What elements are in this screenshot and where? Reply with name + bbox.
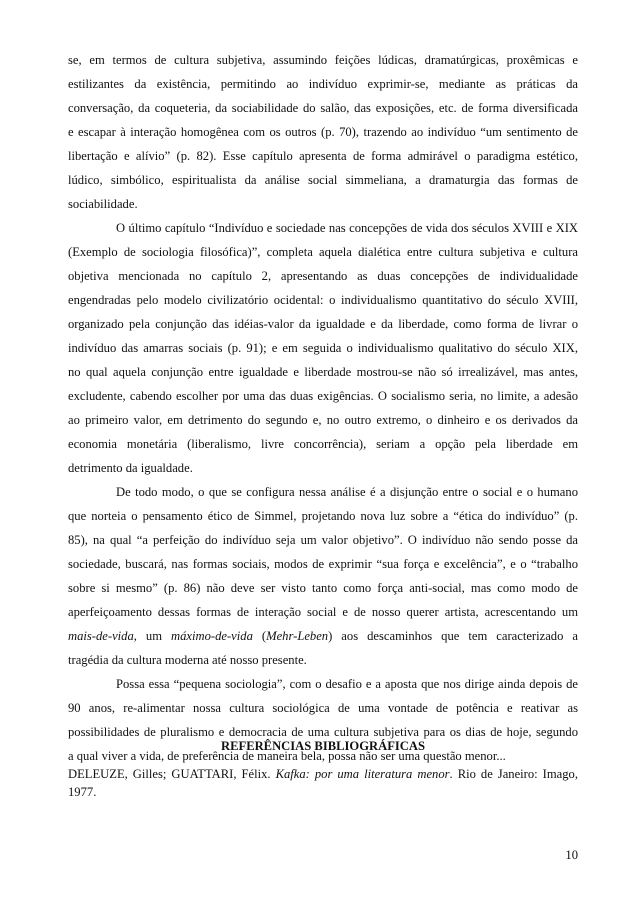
paragraph-line: objetiva mencionada no capítulo 2, apresentando as duas concepções de individualidade xyxy=(68,269,578,283)
reference-title: Kafka: por uma literatura menor xyxy=(275,767,450,781)
italic-term: Mehr-Leben xyxy=(266,629,329,643)
paragraph-line: economia monetária (liberalismo, livre concorrência), seriam a opção pela liberdade em xyxy=(68,437,578,451)
paragraph-line: se, em termos de cultura subjetiva, assumindo feições lúdicas, dramatúrgicas, proxêmicas e xyxy=(68,53,578,67)
references-heading: REFERÊNCIAS BIBLIOGRÁFICAS xyxy=(221,739,425,753)
reference-entry xyxy=(68,765,578,801)
reference-authors: DELEUZE, Gilles; GUATTARI, Félix. xyxy=(68,767,276,781)
paragraph-line-indented xyxy=(68,480,578,504)
paragraph-line: sociedade, buscará, nas formas sociais, modos de exprimir “sua força e excelência”, e o “trabalho xyxy=(68,557,578,571)
paragraph-line: detrimento da igualdade. xyxy=(68,461,193,475)
inline-text: ) aos descaminhos que tem caracterizado a xyxy=(328,629,578,643)
paragraph-line-text: O último capítulo “Indivíduo e sociedade nas concepções de vida dos séculos XVIII e XIX xyxy=(116,221,578,235)
paragraph-line: sobre si mesmo” (p. 86) não deve ser visto tanto como força anti-social, mas como modo de xyxy=(68,581,578,595)
body-text xyxy=(68,48,578,768)
paragraph-line: (Exemplo de sociologia filosófica)”, completa aquela dialética entre cultura subjetiva e cultura xyxy=(68,245,578,259)
italic-term: máximo-de-vida xyxy=(171,629,253,643)
reference-publication: . Rio de Janeiro: Imago, 1977. xyxy=(68,767,579,799)
paragraph-line: no qual aquela conjunção entre igualdade e liberdade mostrou-se não só irrealizável, mas antes, xyxy=(68,365,578,379)
paragraph-line-text: Possa essa “pequena sociologia”, com o desafio e a aposta que nos dirige ainda depois de xyxy=(116,677,578,691)
paragraph-line: a qual viver a vida, de preferência de maneira bela, possa não ser uma questão menor... xyxy=(68,749,506,763)
italic-term: mais-de-vida xyxy=(68,629,134,643)
paragraph-line-indented xyxy=(68,216,578,240)
paragraph-line: estilizantes da existência, permitindo ao indivíduo exprimir-se, mediante as práticas da xyxy=(68,77,578,91)
paragraph-line: libertação e alívio” (p. 82). Esse capítulo apresenta de forma admirável o paradigma estético, xyxy=(68,149,578,163)
paragraph-line: ao primeiro valor, em detrimento do segundo e, no outro extremo, o dinheiro e os derivados da xyxy=(68,413,578,427)
paragraph-line: conversação, da coqueteria, da sociabilidade do salão, das exposições, etc. de forma diversificada xyxy=(68,101,578,115)
paragraph-line: que norteia o pensamento ético de Simmel, projetando nova luz sobre a “ética do indivíduo” (p. xyxy=(68,509,578,523)
inline-text: ( xyxy=(252,629,267,643)
paragraph-line: 90 anos, re-alimentar nossa cultura sociológica de uma vontade de potência e reativar as xyxy=(68,701,578,715)
paragraph-line: tragédia da cultura moderna até nosso presente. xyxy=(68,653,307,667)
inline-text: , um xyxy=(133,629,172,643)
paragraph-line-indented xyxy=(68,672,578,696)
paragraph-line: lúdico, simbólico, espiritualista da análise social simmeliana, a dramaturgia das formas de xyxy=(68,173,578,187)
paragraph-line: sociabilidade. xyxy=(68,197,138,211)
paragraph-line: aperfeiçoamento dessas formas de interação social e de nosso querer artista, acrescentando um xyxy=(68,605,578,619)
paragraph-line: excludente, cabendo escolher por uma das duas exigências. O socialismo seria, no limite, a adesão xyxy=(68,389,578,403)
paragraph-line: possibilidades de pluralismo e democracia de uma cultura subjetiva para os dias de hoje, segundo xyxy=(68,725,578,739)
paragraph-line: engendradas pelo modelo civilizatório ocidental: o individualismo quantitativo do século XVIII, xyxy=(68,293,578,307)
page-number: 10 xyxy=(565,848,578,862)
paragraph-line: e escapar à interação homogênea com os outros (p. 70), trazendo ao indivíduo “um sentimento de xyxy=(68,125,578,139)
paragraph-line-text: De todo modo, o que se configura nessa análise é a disjunção entre o social e o humano xyxy=(116,485,578,499)
paragraph-line: organizado pela conjunção das idéias-valor da igualdade e da liberdade, como forma de livrar o xyxy=(68,317,578,331)
paragraph-line-mixed xyxy=(68,624,578,648)
paragraph-line: 85), na qual “a perfeição do indivíduo seja um valor objetivo”. O indivíduo não sendo posse da xyxy=(68,533,578,547)
paragraph-line: indivíduo das amarras sociais (p. 91); e em seguida o individualismo qualitativo do século XIX, xyxy=(68,341,578,355)
